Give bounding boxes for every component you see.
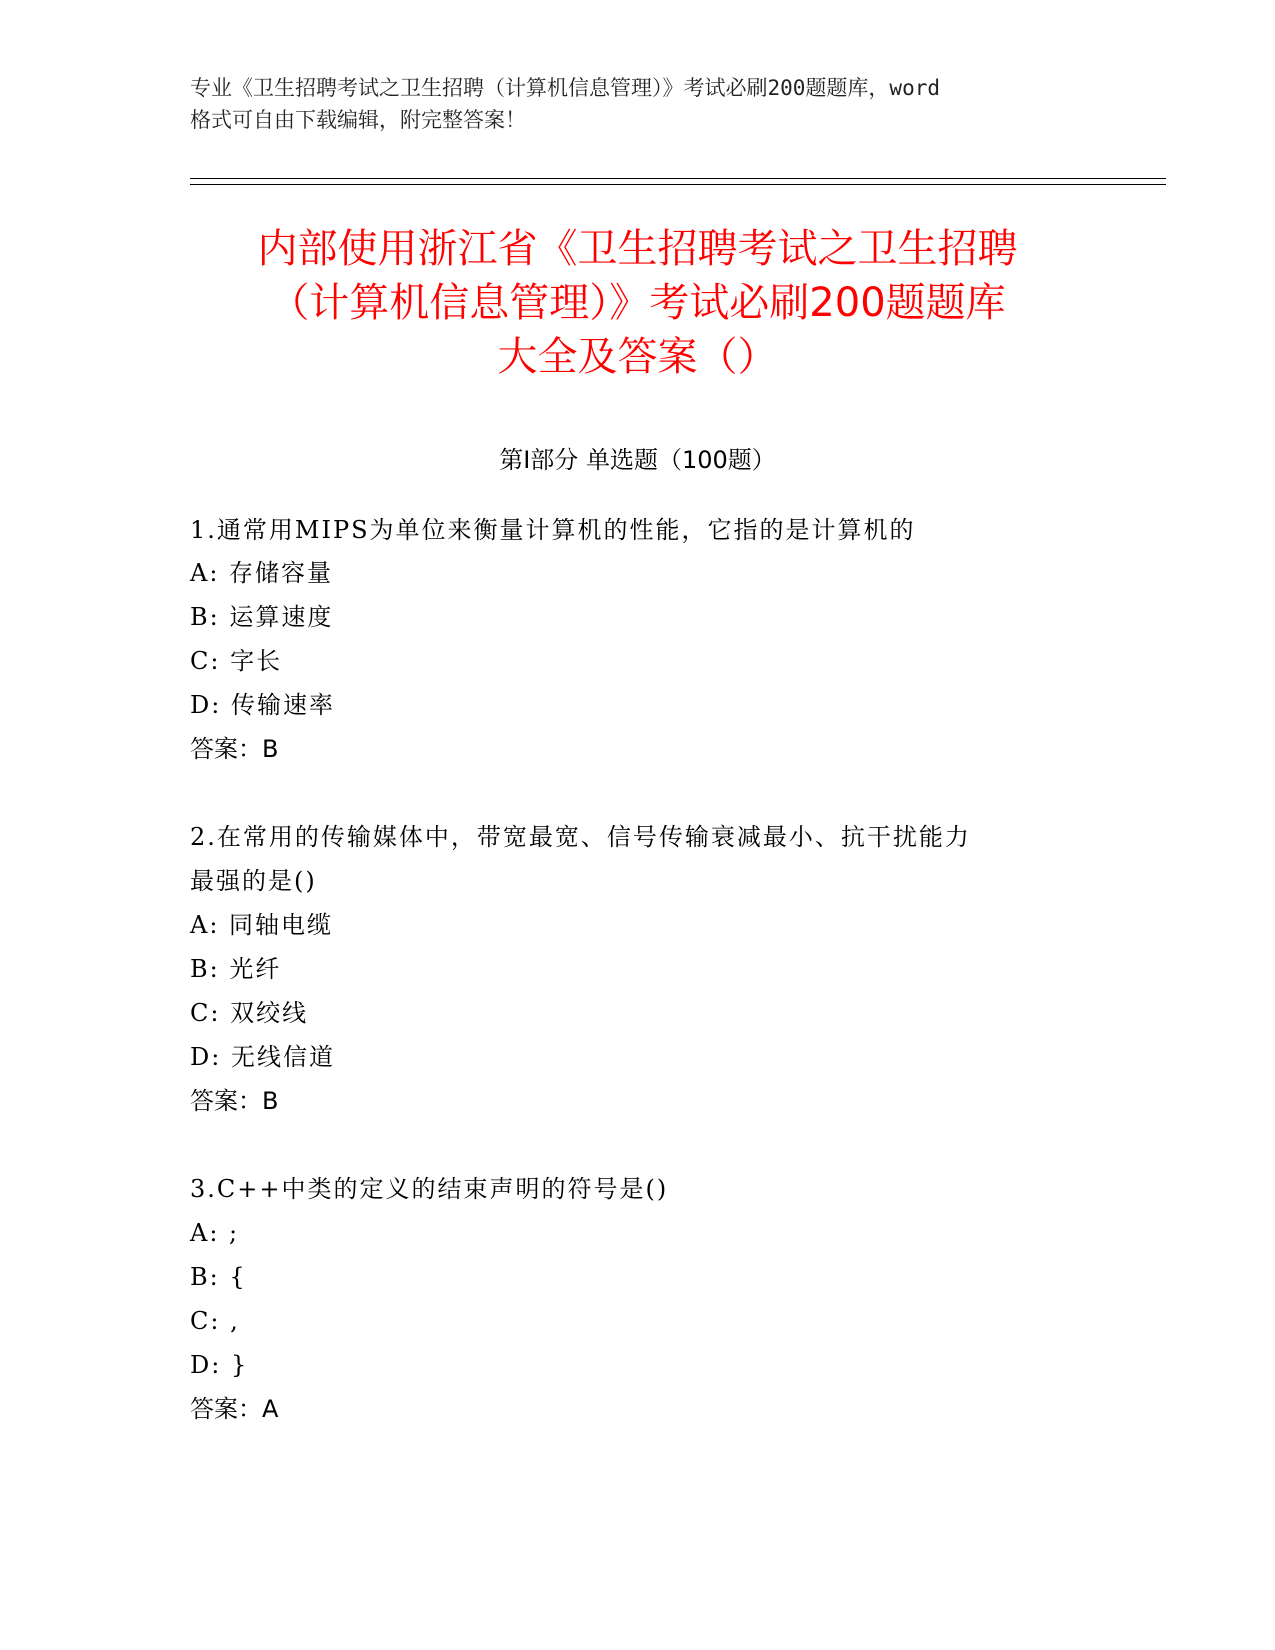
header-note-line-2: 格式可自由下载编辑，附完整答案！ (190, 108, 526, 132)
header-rule-bottom (190, 184, 1166, 185)
header-note-line-1: 专业《卫生招聘考试之卫生招聘（计算机信息管理）》考试必刷200题题库，word (190, 76, 940, 100)
question-2-option-d: D: 无线信道 (190, 1043, 335, 1071)
question-3-stem: 3.C++中类的定义的结束声明的符号是() (190, 1175, 669, 1203)
question-2-answer: 答案：B (190, 1087, 279, 1115)
section-title: 第I部分 单选题（100题） (499, 446, 776, 474)
question-3-option-d: D: } (190, 1351, 249, 1379)
document-title-line-2: （计算机信息管理）》考试必刷200题题库 (269, 280, 1006, 326)
question-2-stem-line-2: 最强的是() (190, 867, 317, 895)
question-2-option-c: C: 双绞线 (190, 999, 309, 1027)
question-2-option-a: A: 同轴电缆 (190, 911, 334, 939)
question-1-answer: 答案：B (190, 735, 279, 763)
question-3-option-a: A: ; (190, 1219, 240, 1247)
question-1-option-d: D: 传输速率 (190, 691, 335, 719)
question-1-option-a: A: 存储容量 (190, 559, 334, 587)
question-3-option-b: B: { (190, 1263, 247, 1291)
header-note (190, 72, 1090, 136)
document-title (160, 222, 1115, 384)
question-2-stem-line-1: 2.在常用的传输媒体中，带宽最宽、信号传输衰减最小、抗干扰能力 (190, 823, 971, 851)
question-1-stem: 1.通常用MIPS为单位来衡量计算机的性能，它指的是计算机的 (190, 516, 916, 544)
question-3-answer: 答案：A (190, 1395, 279, 1423)
document-title-line-3: 大全及答案（） (497, 334, 778, 380)
document-title-line-1: 内部使用浙江省《卫生招聘考试之卫生招聘 (257, 226, 1018, 272)
header-rule-top (190, 178, 1166, 179)
question-1-option-c: C: 字长 (190, 647, 283, 675)
question-2-option-b: B: 光纤 (190, 955, 282, 983)
question-1-option-b: B: 运算速度 (190, 603, 334, 631)
question-3-option-c: C: , (190, 1307, 240, 1335)
